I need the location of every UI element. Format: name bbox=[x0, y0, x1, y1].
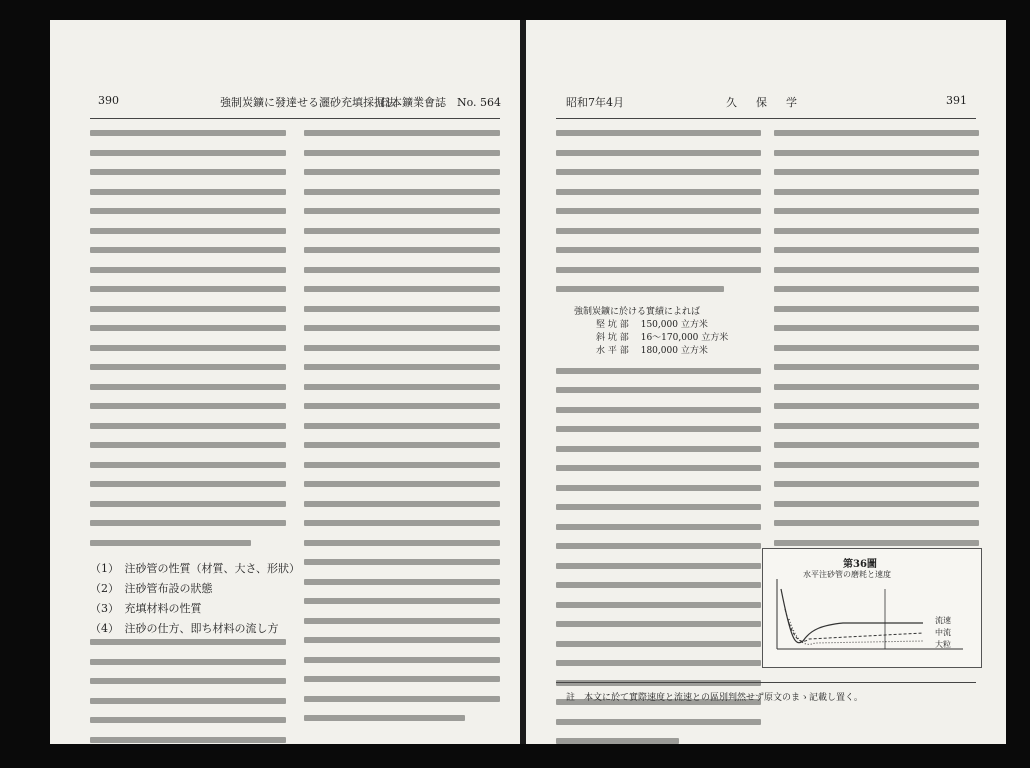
footnote: 註 本文に於て實際速度と流速との區別判然せず原文のまゝ記載し置く。 bbox=[566, 693, 863, 703]
text-line-placeholder bbox=[90, 717, 286, 723]
text-line-placeholder bbox=[304, 286, 500, 292]
text-line-placeholder bbox=[90, 403, 286, 409]
text-line-placeholder bbox=[304, 462, 500, 468]
text-line-placeholder bbox=[556, 228, 761, 234]
legend-item: 中流 bbox=[935, 628, 951, 637]
text-line-placeholder bbox=[304, 696, 500, 702]
text-line-placeholder bbox=[556, 368, 761, 374]
text-line-placeholder bbox=[556, 189, 761, 195]
text-line-placeholder bbox=[90, 639, 286, 645]
running-title: 強制炭鑛に發達せる灑砂充填採掘法 bbox=[220, 96, 396, 109]
figure-curve bbox=[781, 589, 923, 643]
text-line-placeholder bbox=[556, 286, 724, 292]
text-line-placeholder bbox=[556, 407, 761, 413]
page-number: 390 bbox=[98, 94, 119, 107]
text-line-placeholder bbox=[90, 189, 286, 195]
text-line-placeholder bbox=[304, 208, 500, 214]
text-line-placeholder bbox=[304, 618, 500, 624]
text-line-placeholder bbox=[90, 150, 286, 156]
text-line-placeholder bbox=[304, 423, 500, 429]
text-line-placeholder bbox=[556, 504, 761, 510]
text-line-placeholder bbox=[556, 387, 761, 393]
text-line-placeholder bbox=[774, 130, 979, 136]
text-line-placeholder bbox=[90, 423, 286, 429]
text-line-placeholder bbox=[304, 442, 500, 448]
text-line-placeholder bbox=[304, 169, 500, 175]
text-line-placeholder bbox=[304, 657, 500, 663]
text-line-placeholder bbox=[556, 719, 761, 725]
text-line-placeholder bbox=[90, 169, 286, 175]
text-line-placeholder bbox=[556, 582, 761, 588]
text-line-placeholder bbox=[90, 659, 286, 665]
text-line-placeholder bbox=[304, 598, 500, 604]
text-line-placeholder bbox=[90, 364, 286, 370]
text-line-placeholder bbox=[90, 267, 286, 273]
text-line-placeholder bbox=[304, 384, 500, 390]
list-item: （3） 充填材料の性質 bbox=[90, 602, 202, 615]
header-rule bbox=[90, 118, 500, 119]
text-line-placeholder bbox=[556, 426, 761, 432]
table-row: 斜 坑 部 16～170,000 立方米 bbox=[596, 332, 729, 343]
text-line-placeholder bbox=[556, 208, 761, 214]
text-line-placeholder bbox=[774, 150, 979, 156]
text-line-placeholder bbox=[774, 286, 979, 292]
text-line-placeholder bbox=[774, 325, 979, 331]
list-item: （1） 注砂管の性質（材質、大さ、形狀） bbox=[90, 562, 301, 575]
text-line-placeholder bbox=[774, 306, 979, 312]
text-line-placeholder bbox=[556, 465, 761, 471]
text-line-placeholder bbox=[304, 559, 500, 565]
text-line-placeholder bbox=[304, 637, 500, 643]
figure-36 bbox=[762, 548, 982, 668]
text-line-placeholder bbox=[556, 130, 761, 136]
text-line-placeholder bbox=[304, 228, 500, 234]
text-line-placeholder bbox=[90, 540, 251, 546]
figure-title: 第36圖 bbox=[843, 559, 877, 570]
text-line-placeholder bbox=[304, 579, 500, 585]
text-line-placeholder bbox=[774, 208, 979, 214]
text-line-placeholder bbox=[774, 267, 979, 273]
text-line-placeholder bbox=[774, 247, 979, 253]
text-line-placeholder bbox=[774, 481, 979, 487]
header-rule bbox=[556, 118, 976, 119]
text-line-placeholder bbox=[304, 676, 500, 682]
text-line-placeholder bbox=[556, 660, 761, 666]
journal-name: 日本鑛業會誌 No. 564 bbox=[380, 96, 502, 109]
text-line-placeholder bbox=[90, 208, 286, 214]
text-line-placeholder bbox=[304, 189, 500, 195]
text-line-placeholder bbox=[304, 520, 500, 526]
text-line-placeholder bbox=[774, 403, 979, 409]
right-page bbox=[526, 20, 1006, 744]
text-line-placeholder bbox=[90, 520, 286, 526]
text-line-placeholder bbox=[774, 384, 979, 390]
text-line-placeholder bbox=[90, 698, 286, 704]
text-line-placeholder bbox=[90, 737, 286, 743]
text-line-placeholder bbox=[90, 286, 286, 292]
text-line-placeholder bbox=[774, 189, 979, 195]
text-line-placeholder bbox=[556, 621, 761, 627]
text-line-placeholder bbox=[90, 345, 286, 351]
text-line-placeholder bbox=[90, 130, 286, 136]
text-line-placeholder bbox=[90, 306, 286, 312]
right-column bbox=[774, 130, 979, 598]
text-line-placeholder bbox=[556, 446, 761, 452]
text-line-placeholder bbox=[90, 384, 286, 390]
text-line-placeholder bbox=[774, 345, 979, 351]
left-column bbox=[90, 130, 301, 744]
text-line-placeholder bbox=[304, 715, 465, 721]
text-line-placeholder bbox=[304, 247, 500, 253]
text-line-placeholder bbox=[90, 325, 286, 331]
text-line-placeholder bbox=[90, 442, 286, 448]
text-line-placeholder bbox=[556, 602, 761, 608]
text-line-placeholder bbox=[304, 150, 500, 156]
text-line-placeholder bbox=[90, 228, 286, 234]
right-column bbox=[304, 130, 500, 735]
text-line-placeholder bbox=[774, 501, 979, 507]
list-item: （2） 注砂管布設の狀態 bbox=[90, 582, 213, 595]
footnote-rule bbox=[556, 682, 976, 683]
text-line-placeholder bbox=[304, 267, 500, 273]
text-line-placeholder bbox=[90, 678, 286, 684]
text-line-placeholder bbox=[774, 423, 979, 429]
text-line-placeholder bbox=[90, 481, 286, 487]
journal-title: 久 保 学 bbox=[726, 96, 801, 109]
text-line-placeholder bbox=[774, 228, 979, 234]
legend-item: 流速 bbox=[935, 616, 951, 625]
text-line-placeholder bbox=[304, 130, 500, 136]
left-page bbox=[50, 20, 520, 744]
text-line-placeholder bbox=[556, 485, 761, 491]
text-line-placeholder bbox=[556, 524, 761, 530]
text-line-placeholder bbox=[304, 306, 500, 312]
legend-item: 大粒 bbox=[935, 640, 951, 649]
text-line-placeholder bbox=[304, 345, 500, 351]
text-line-placeholder bbox=[556, 563, 761, 569]
text-line-placeholder bbox=[556, 738, 679, 744]
text-line-placeholder bbox=[304, 325, 500, 331]
text-line-placeholder bbox=[774, 364, 979, 370]
text-line-placeholder bbox=[556, 247, 761, 253]
figure-curve bbox=[785, 609, 923, 641]
text-line-placeholder bbox=[556, 543, 761, 549]
issue-date: 昭和7年4月 bbox=[566, 96, 624, 109]
table-row: 堅 坑 部 150,000 立方米 bbox=[596, 319, 708, 330]
text-line-placeholder bbox=[774, 442, 979, 448]
table-row: 水 平 部 180,000 立方米 bbox=[596, 345, 708, 356]
text-line-placeholder bbox=[90, 462, 286, 468]
text-line-placeholder bbox=[556, 267, 761, 273]
text-line-placeholder bbox=[90, 501, 286, 507]
text-line-placeholder bbox=[304, 364, 500, 370]
text-line-placeholder bbox=[774, 169, 979, 175]
text-line-placeholder bbox=[304, 540, 500, 546]
table-title: 強制炭鑛に於ける實績によれば bbox=[574, 306, 701, 317]
text-line-placeholder bbox=[304, 481, 500, 487]
figure-subtitle: 水平注砂管の磨耗と速度 bbox=[803, 570, 891, 579]
text-line-placeholder bbox=[556, 641, 761, 647]
text-line-placeholder bbox=[774, 462, 979, 468]
text-line-placeholder bbox=[556, 150, 761, 156]
list-item: （4） 注砂の仕方、即ち材料の流し方 bbox=[90, 622, 279, 635]
text-line-placeholder bbox=[90, 247, 286, 253]
left-column bbox=[556, 130, 761, 744]
text-line-placeholder bbox=[304, 501, 500, 507]
text-line-placeholder bbox=[556, 169, 761, 175]
text-line-placeholder bbox=[304, 403, 500, 409]
text-line-placeholder bbox=[774, 520, 979, 526]
text-line-placeholder bbox=[774, 540, 979, 546]
page-number: 391 bbox=[946, 94, 967, 107]
